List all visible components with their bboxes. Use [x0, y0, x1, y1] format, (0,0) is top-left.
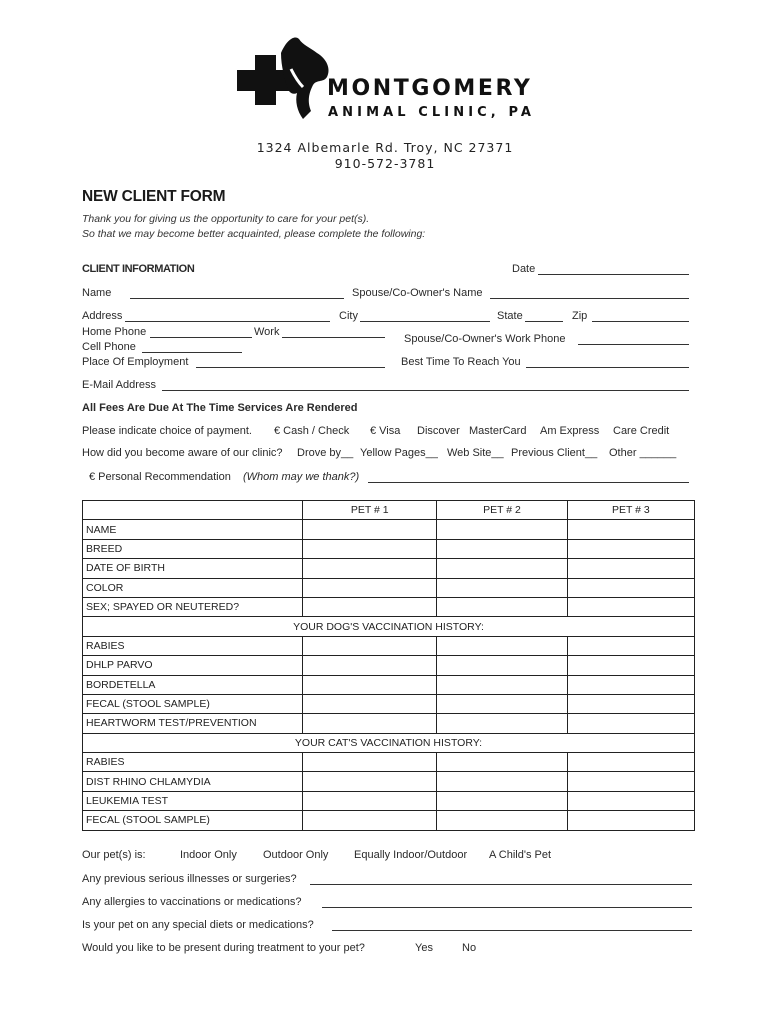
pet-2-name-cell[interactable] [437, 520, 567, 539]
pet-1-name-cell[interactable] [303, 520, 437, 539]
clinic-subtitle: ANIMAL CLINIC, PA [328, 105, 536, 120]
work-label: Work [254, 326, 280, 338]
table-row [83, 694, 695, 713]
pet-2-breed-cell[interactable] [437, 539, 567, 558]
city-field[interactable] [360, 321, 490, 322]
pet-1-cell[interactable] [303, 675, 437, 694]
row-label-dob: DATE OF BIRTH [83, 559, 303, 578]
address-label: Address [82, 310, 123, 322]
dog-row-bordetella: BORDETELLA [83, 675, 303, 694]
referral-web-site[interactable]: Web Site__ [447, 447, 504, 459]
table-row [83, 636, 695, 655]
dog-row-rabies: RABIES [83, 636, 303, 655]
pet-1-sex-cell[interactable] [303, 597, 437, 616]
pet-2-dob-cell[interactable] [437, 559, 567, 578]
clinic-logo [237, 35, 333, 121]
pet-1-cell[interactable] [303, 791, 437, 810]
pet-1-color-cell[interactable] [303, 578, 437, 597]
spouse-name-label: Spouse/Co-Owner's Name [352, 287, 483, 299]
pet-1-cell[interactable] [303, 694, 437, 713]
pet-2-cell[interactable] [437, 791, 567, 810]
pet-2-sex-cell[interactable] [437, 597, 567, 616]
payment-prompt: Please indicate choice of payment. [82, 425, 252, 437]
pet-2-cell[interactable] [437, 656, 567, 675]
pet-1-breed-cell[interactable] [303, 539, 437, 558]
table-row [83, 539, 695, 558]
pet-3-cell[interactable] [567, 753, 694, 772]
table-row [83, 597, 695, 616]
intro-line-1: Thank you for giving us the opportunity to care for your pet(s). [82, 213, 370, 225]
pet-2-cell[interactable] [437, 811, 567, 830]
diets-question: Is your pet on any special diets or medications? [82, 919, 314, 931]
date-field[interactable] [538, 274, 689, 275]
referral-prompt: How did you become aware of our clinic? [82, 447, 283, 459]
pet-2-cell[interactable] [437, 694, 567, 713]
spouse-name-field[interactable] [490, 298, 689, 299]
pet-3-cell[interactable] [567, 791, 694, 810]
dog-vaccination-heading: YOUR DOG'S VACCINATION HISTORY: [83, 617, 695, 636]
dog-row-fecal: FECAL (STOOL SAMPLE) [83, 694, 303, 713]
dog-row-heartworm: HEARTWORM TEST/PREVENTION [83, 714, 303, 733]
email-field[interactable] [162, 390, 689, 391]
pet-3-cell[interactable] [567, 714, 694, 733]
spouse-work-phone-label: Spouse/Co-Owner's Work Phone [404, 333, 566, 345]
payment-visa[interactable]: € Visa [370, 425, 401, 437]
cell-phone-label: Cell Phone [82, 341, 136, 353]
client-info-heading: CLIENT INFORMATION [82, 263, 195, 275]
pet-2-cell[interactable] [437, 675, 567, 694]
home-phone-label: Home Phone [82, 326, 147, 338]
pet-3-breed-cell[interactable] [567, 539, 694, 558]
zip-field[interactable] [592, 321, 689, 322]
pet-3-dob-cell[interactable] [567, 559, 694, 578]
zip-label: Zip [572, 310, 588, 322]
table-header-row [83, 501, 695, 520]
home-phone-field[interactable] [150, 337, 252, 338]
pet-3-name-cell[interactable] [567, 520, 694, 539]
payment-care-credit[interactable]: Care Credit [613, 425, 670, 437]
table-row [83, 520, 695, 539]
diets-field[interactable] [332, 930, 692, 931]
name-label: Name [82, 287, 112, 299]
date-label: Date [512, 263, 536, 275]
intro-line-2: So that we may become better acquainted, please complete the following: [82, 228, 426, 240]
referral-drove-by[interactable]: Drove by__ [297, 447, 354, 459]
form-title: NEW CLIENT FORM [82, 188, 226, 205]
option-yes[interactable]: Yes [415, 942, 433, 954]
pet-2-cell[interactable] [437, 772, 567, 791]
address-field[interactable] [125, 321, 330, 322]
present-question: Would you like to be present during treatment to your pet? [82, 942, 365, 954]
table-row [83, 578, 695, 597]
cat-row-rhino: DIST RHINO CHLAMYDIA [83, 772, 303, 791]
cat-vaccination-heading: YOUR CAT'S VACCINATION HISTORY: [83, 733, 695, 752]
pet-1-cell[interactable] [303, 656, 437, 675]
employment-field[interactable] [196, 367, 385, 368]
dog-section-row [83, 617, 695, 636]
state-label: State [497, 310, 523, 322]
payment-cash-check[interactable]: € Cash / Check [274, 425, 350, 437]
best-time-label: Best Time To Reach You [401, 356, 521, 368]
option-equally[interactable]: Equally Indoor/Outdoor [354, 849, 468, 861]
table-row [83, 559, 695, 578]
state-field[interactable] [525, 321, 563, 322]
cell-phone-field[interactable] [142, 352, 242, 353]
pet-1-cell[interactable] [303, 811, 437, 830]
referral-yellow-pages[interactable]: Yellow Pages__ [360, 447, 438, 459]
cat-row-rabies: RABIES [83, 753, 303, 772]
pet-3-sex-cell[interactable] [567, 597, 694, 616]
pet-3-cell[interactable] [567, 656, 694, 675]
row-label-name: NAME [83, 520, 303, 539]
table-row [83, 753, 695, 772]
pets-are-label: Our pet(s) is: [82, 849, 146, 861]
pet-2-cell[interactable] [437, 636, 567, 655]
allergies-field[interactable] [322, 907, 692, 908]
spouse-work-phone-field[interactable] [578, 344, 689, 345]
table-row [83, 811, 695, 830]
pet-1-header: PET # 1 [303, 501, 437, 520]
row-label-sex: SEX; SPAYED OR NEUTERED? [83, 597, 303, 616]
referral-whom: (Whom may we thank?) [243, 471, 360, 483]
pet-3-cell[interactable] [567, 811, 694, 830]
table-row [83, 656, 695, 675]
option-outdoor[interactable]: Outdoor Only [263, 849, 329, 861]
illnesses-field[interactable] [310, 884, 692, 885]
option-childs-pet[interactable]: A Child's Pet [489, 849, 552, 861]
best-time-field[interactable] [526, 367, 689, 368]
row-label-color: COLOR [83, 578, 303, 597]
payment-discover[interactable]: Discover [417, 425, 460, 437]
referral-other[interactable]: Other ______ [609, 447, 677, 459]
pet-1-cell[interactable] [303, 714, 437, 733]
pet-2-cell[interactable] [437, 753, 567, 772]
table-row [83, 772, 695, 791]
payment-amex[interactable]: Am Express [540, 425, 600, 437]
option-no[interactable]: No [462, 942, 477, 954]
pet-3-cell[interactable] [567, 636, 694, 655]
pet-table [82, 500, 695, 831]
option-indoor[interactable]: Indoor Only [180, 849, 237, 861]
clinic-address: 1324 Albemarle Rd. Troy, NC 27371 [256, 140, 514, 155]
pet-1-dob-cell[interactable] [303, 559, 437, 578]
email-label: E-Mail Address [82, 379, 156, 391]
clinic-phone: 910-572-3781 [334, 156, 436, 171]
table-row [83, 675, 695, 694]
clinic-name: MONTGOMERY [327, 76, 533, 101]
pet-3-cell[interactable] [567, 694, 694, 713]
dog-row-dhlp: DHLP PARVO [83, 656, 303, 675]
pet-1-cell[interactable] [303, 753, 437, 772]
pet-2-color-cell[interactable] [437, 578, 567, 597]
pet-3-header: PET # 3 [567, 501, 694, 520]
table-corner [83, 501, 303, 520]
city-label: City [339, 310, 358, 322]
fees-notice: All Fees Are Due At The Time Services Are Rendered [82, 402, 358, 414]
table-row [83, 791, 695, 810]
pet-3-cell[interactable] [567, 675, 694, 694]
table-row [83, 714, 695, 733]
work-phone-field[interactable] [282, 337, 385, 338]
cat-section-row [83, 733, 695, 752]
cat-row-leukemia: LEUKEMIA TEST [83, 791, 303, 810]
pet-1-cell[interactable] [303, 772, 437, 791]
referral-personal[interactable]: € Personal Recommendation [89, 471, 231, 483]
pet-2-header: PET # 2 [437, 501, 567, 520]
referral-whom-field[interactable] [368, 482, 689, 483]
pet-2-cell[interactable] [437, 714, 567, 733]
pet-3-cell[interactable] [567, 772, 694, 791]
illnesses-question: Any previous serious illnesses or surgeries? [82, 873, 297, 885]
pet-3-color-cell[interactable] [567, 578, 694, 597]
employment-label: Place Of Employment [82, 356, 189, 368]
row-label-breed: BREED [83, 539, 303, 558]
allergies-question: Any allergies to vaccinations or medications? [82, 896, 302, 908]
cross-dog-logo-icon [237, 35, 333, 121]
payment-mastercard[interactable]: MasterCard [469, 425, 527, 437]
referral-previous-client[interactable]: Previous Client__ [511, 447, 598, 459]
name-field[interactable] [130, 298, 344, 299]
pet-1-cell[interactable] [303, 636, 437, 655]
cat-row-fecal: FECAL (STOOL SAMPLE) [83, 811, 303, 830]
